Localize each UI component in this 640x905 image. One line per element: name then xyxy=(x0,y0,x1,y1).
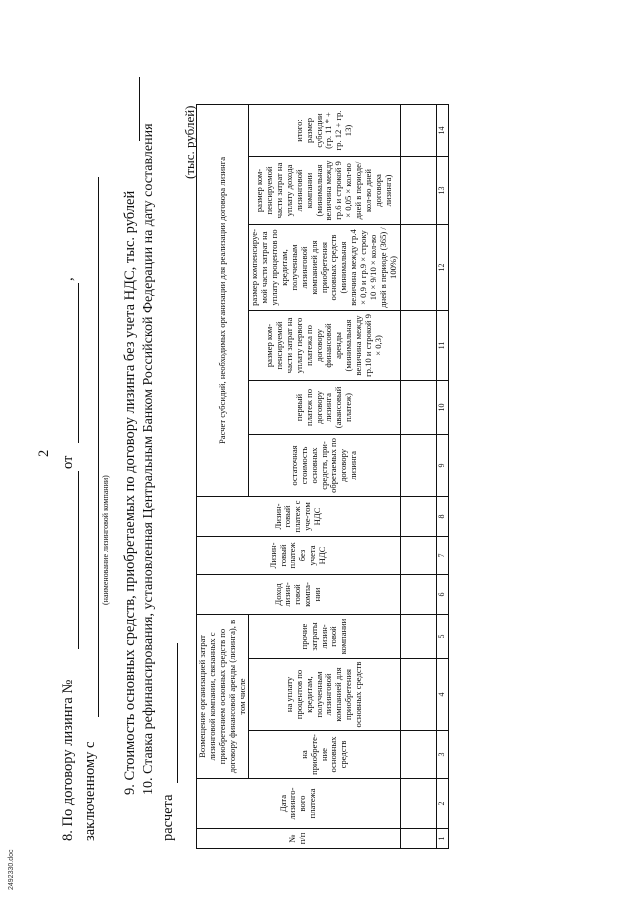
table-cell[interactable] xyxy=(400,224,436,310)
table-cell[interactable] xyxy=(400,310,436,380)
table-cell[interactable] xyxy=(400,380,436,434)
column-number: 14 xyxy=(436,104,448,156)
column-number: 1 xyxy=(436,829,448,849)
header-income: Доход лизин-говой компа-нии xyxy=(197,574,401,614)
column-number: 10 xyxy=(436,380,448,434)
header-subsidy-group: Расчет субсидий, необходимых организации для реализации договора лизинга xyxy=(197,104,249,496)
table-cell[interactable] xyxy=(400,574,436,614)
header-col13: размер ком-пенсируемой части затрат на уплату дохода лизинговой компании (минимальная величина между гр.6 и строкой 9 × 0,05 × кол-во дней в периоде/кол-во дней договора лизинга) xyxy=(249,156,400,224)
table-cell[interactable] xyxy=(400,614,436,658)
table-cell[interactable] xyxy=(400,659,436,731)
header-date: Дата лизинго-вого платежа xyxy=(197,779,401,829)
item9-value-line[interactable] xyxy=(139,77,140,141)
header-acquisition: на приобрете-ние основных средств xyxy=(249,731,400,779)
table-cell[interactable] xyxy=(400,731,436,779)
header-payment-no-vat: Лизин-говый платеж без учета НДС xyxy=(197,536,401,574)
header-residual-value: остаточная стоимость основных средств, при-обретаемых по договору лизинга xyxy=(249,434,400,496)
column-number: 7 xyxy=(436,536,448,574)
item8-comma: , xyxy=(60,277,76,281)
column-number: 11 xyxy=(436,310,448,380)
column-number: 8 xyxy=(436,496,448,536)
table-cell[interactable] xyxy=(400,829,436,849)
item9-text: 9. Стоимость основных средств, приобретаемых по договору лизинга без учета НДС, тыс. рублей xyxy=(122,190,138,795)
column-number-row xyxy=(436,104,448,848)
header-col11: размер ком-пенсируемой части затрат на уплату первого платежа по договору финансовой аренды (минимальная величина между гр.10 и строкой 9 × 0,3) xyxy=(249,310,400,380)
table-cell[interactable] xyxy=(400,434,436,496)
item10-line1: 10. Ставка рефинансирования, установленная Центральным Банком Российской Федерации на дату составления xyxy=(141,123,156,795)
column-number: 13 xyxy=(436,156,448,224)
header-num: № п/п xyxy=(197,829,401,849)
column-number: 4 xyxy=(436,659,448,731)
subsidy-calculation-table xyxy=(196,104,449,849)
header-first-payment: первый платеж по договору лизинга (авансовый платеж) xyxy=(249,380,400,434)
leasing-company-caption: (наименование лизинговой компании) xyxy=(101,475,110,605)
column-number: 9 xyxy=(436,434,448,496)
header-col14: итого: размер субсидии (гр. 11 * + гр. 12 + гр. 13) xyxy=(249,104,400,156)
header-col12: размер компенсируе-мой части затрат на уплату процентов по кредитам, полученным лизинговой компанией для приобретения основных средств (минимальная величина между гр.4 × 0,9 и гр.9 × строку 10 × 9/10 × кол-во дней в периоде (365) / 100%) xyxy=(249,224,400,310)
item8-from: от xyxy=(60,455,76,469)
table-cell[interactable] xyxy=(400,779,436,829)
table-cell[interactable] xyxy=(400,104,436,156)
contract-number-line[interactable] xyxy=(78,471,79,649)
header-other-costs: прочие затраты лизин-говой компании xyxy=(249,614,400,658)
column-number: 3 xyxy=(436,731,448,779)
units-label: (тыс. рублей) xyxy=(182,105,197,179)
column-number: 12 xyxy=(436,224,448,310)
item10-line2: расчета xyxy=(160,794,176,841)
column-number: 2 xyxy=(436,779,448,829)
header-payment-with-vat: Лизин-говый платеж с уче-том НДС xyxy=(197,496,401,536)
header-reimbursement-group: Возмещение организацией затрат лизинговой компании, связанных с приобретением основных средств по договору финансовой аренды (лизинга), в том числе xyxy=(197,614,249,778)
document-id: 2492330.doc xyxy=(8,849,15,890)
header-interest: на уплату процентов по кредитам, полученным лизинговой компанией для приобретения основных средств xyxy=(249,659,400,731)
page-number: 2 xyxy=(36,449,52,457)
column-number: 5 xyxy=(436,614,448,658)
item10-value-line[interactable] xyxy=(177,643,178,783)
contract-date-line[interactable] xyxy=(78,283,79,443)
table-cell[interactable] xyxy=(400,536,436,574)
column-number: 6 xyxy=(436,574,448,614)
table-cell[interactable] xyxy=(400,156,436,224)
table-cell[interactable] xyxy=(400,496,436,536)
item8-label: 8. По договору лизинга № xyxy=(60,679,76,841)
item8-concluded: заключенному с xyxy=(82,741,98,841)
leasing-company-line[interactable] xyxy=(98,177,99,717)
